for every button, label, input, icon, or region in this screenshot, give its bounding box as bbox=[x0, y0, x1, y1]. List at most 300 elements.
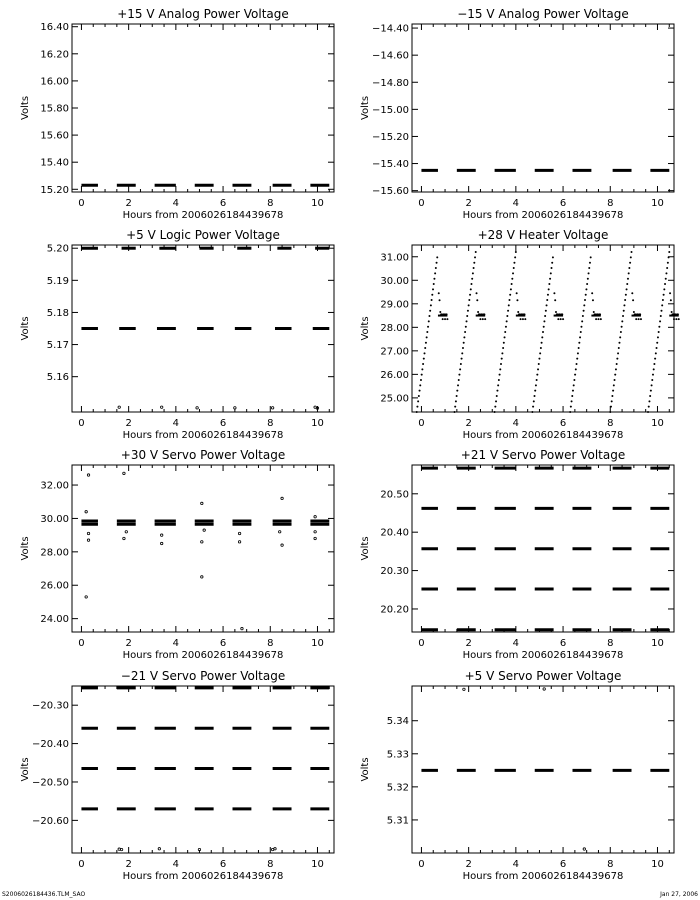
data-point bbox=[431, 294, 433, 296]
data-point bbox=[474, 256, 476, 258]
data-point bbox=[468, 299, 470, 301]
data-point bbox=[570, 406, 572, 408]
data-point bbox=[534, 390, 536, 392]
y-tick-label: 5.20 bbox=[46, 243, 69, 255]
data-point bbox=[314, 516, 316, 518]
y-tick-label: 5.17 bbox=[46, 340, 69, 352]
data-point bbox=[591, 292, 593, 294]
x-tick-label: 0 bbox=[78, 859, 85, 870]
data-point bbox=[433, 283, 435, 285]
data-point bbox=[590, 256, 592, 258]
x-tick-label: 2 bbox=[465, 198, 472, 209]
y-tick-label: −15.00 bbox=[371, 104, 409, 116]
data-point bbox=[467, 310, 469, 312]
data-point bbox=[497, 384, 499, 386]
y-tick-label: −20.30 bbox=[31, 700, 69, 712]
x-axis-label: Hours from 2006026184439678 bbox=[462, 650, 624, 661]
data-point bbox=[426, 336, 428, 338]
x-tick-label: 0 bbox=[418, 638, 425, 649]
data-point bbox=[654, 358, 656, 360]
data-point bbox=[628, 267, 630, 269]
data-point bbox=[502, 347, 504, 349]
data-point bbox=[466, 320, 468, 322]
data-point bbox=[658, 326, 660, 328]
data-point bbox=[543, 688, 545, 690]
data-point bbox=[586, 283, 588, 285]
data-point bbox=[512, 272, 514, 274]
data-point bbox=[516, 299, 518, 301]
data-point bbox=[578, 347, 580, 349]
data-point bbox=[658, 331, 660, 333]
data-point bbox=[663, 294, 665, 296]
data-point bbox=[648, 400, 650, 402]
data-point bbox=[125, 531, 127, 533]
data-point bbox=[495, 400, 497, 402]
data-point bbox=[628, 272, 630, 274]
data-point bbox=[496, 395, 498, 397]
x-axis-label: Hours from 2006026184439678 bbox=[462, 430, 624, 441]
x-tick-label: 2 bbox=[125, 418, 132, 429]
x-tick-label: 6 bbox=[559, 859, 567, 870]
data-point bbox=[430, 304, 432, 306]
data-point bbox=[429, 310, 431, 312]
data-point bbox=[196, 407, 198, 409]
panel-6 bbox=[360, 448, 674, 661]
panel-2 bbox=[360, 7, 674, 221]
footer-filename: S2006026184436.TLM_SAO bbox=[2, 891, 86, 898]
data-point bbox=[655, 352, 657, 354]
plot-frame bbox=[72, 24, 334, 192]
data-point bbox=[614, 374, 616, 376]
y-tick-label: −15.40 bbox=[371, 159, 409, 171]
data-point bbox=[662, 299, 664, 301]
y-tick-label: 20.30 bbox=[380, 566, 409, 578]
data-point bbox=[616, 358, 618, 360]
data-point bbox=[238, 541, 240, 543]
data-point bbox=[671, 311, 673, 313]
data-point bbox=[611, 395, 613, 397]
data-point bbox=[234, 407, 236, 409]
data-point bbox=[536, 374, 538, 376]
data-point bbox=[465, 326, 467, 328]
data-point bbox=[517, 311, 519, 313]
data-point bbox=[631, 292, 633, 294]
x-tick-label: 8 bbox=[267, 418, 274, 429]
data-point bbox=[617, 352, 619, 354]
data-point bbox=[572, 390, 574, 392]
data-point bbox=[640, 318, 642, 320]
data-point bbox=[522, 318, 524, 320]
y-axis-label: Volts bbox=[20, 95, 31, 121]
data-point bbox=[433, 278, 435, 280]
data-point bbox=[428, 320, 430, 322]
x-axis-label: Hours from 2006026184439678 bbox=[462, 871, 624, 882]
data-point bbox=[560, 318, 562, 320]
data-point bbox=[626, 283, 628, 285]
y-tick-label: 28.00 bbox=[40, 547, 69, 559]
data-point bbox=[650, 390, 652, 392]
data-point bbox=[613, 384, 615, 386]
y-axis-label: Volts bbox=[20, 536, 31, 561]
data-point bbox=[678, 318, 680, 320]
x-tick-label: 2 bbox=[465, 859, 472, 870]
data-point bbox=[557, 318, 559, 320]
data-point bbox=[201, 576, 203, 578]
x-tick-label: 8 bbox=[267, 198, 274, 209]
x-tick-label: 0 bbox=[78, 198, 85, 209]
data-point bbox=[425, 342, 427, 344]
data-point bbox=[435, 267, 437, 269]
y-axis-label: Volts bbox=[360, 536, 371, 561]
data-point bbox=[577, 352, 579, 354]
data-point bbox=[651, 379, 653, 381]
data-point bbox=[624, 299, 626, 301]
data-point bbox=[504, 336, 506, 338]
data-point bbox=[463, 342, 465, 344]
panel-1 bbox=[20, 7, 334, 221]
y-tick-label: 5.18 bbox=[46, 307, 69, 319]
data-point bbox=[657, 336, 659, 338]
x-tick-label: 8 bbox=[267, 638, 274, 649]
data-point bbox=[509, 294, 511, 296]
data-point bbox=[665, 278, 667, 280]
data-point bbox=[546, 304, 548, 306]
x-tick-label: 8 bbox=[607, 198, 614, 209]
data-point bbox=[160, 406, 162, 408]
data-point bbox=[532, 406, 534, 408]
data-point bbox=[554, 299, 556, 301]
data-point bbox=[550, 272, 552, 274]
data-point bbox=[597, 318, 599, 320]
chart-title: +5 V Logic Power Voltage bbox=[126, 228, 280, 242]
data-point bbox=[581, 320, 583, 322]
data-point bbox=[118, 406, 120, 408]
x-tick-label: 2 bbox=[125, 198, 132, 209]
data-point bbox=[160, 542, 162, 544]
data-point bbox=[524, 318, 526, 320]
data-point bbox=[434, 272, 436, 274]
data-point bbox=[466, 315, 468, 317]
data-point bbox=[609, 411, 611, 413]
data-point bbox=[476, 292, 478, 294]
data-point bbox=[571, 395, 573, 397]
data-point bbox=[463, 688, 465, 690]
data-point bbox=[541, 342, 543, 344]
data-point bbox=[507, 310, 509, 312]
x-tick-label: 6 bbox=[219, 198, 227, 209]
panel-7 bbox=[20, 669, 334, 882]
data-point bbox=[446, 318, 448, 320]
x-tick-label: 6 bbox=[219, 859, 227, 870]
data-point bbox=[123, 472, 125, 474]
data-point bbox=[551, 262, 553, 264]
data-point bbox=[615, 368, 617, 370]
data-point bbox=[651, 384, 653, 386]
chart-title: −21 V Servo Power Voltage bbox=[120, 669, 286, 683]
y-tick-label: 27.00 bbox=[380, 346, 409, 358]
data-point bbox=[669, 292, 671, 294]
data-point bbox=[501, 352, 503, 354]
chart-title: +30 V Servo Power Voltage bbox=[120, 448, 286, 462]
data-point bbox=[660, 310, 662, 312]
data-point bbox=[424, 352, 426, 354]
data-point bbox=[520, 318, 522, 320]
data-point bbox=[439, 311, 441, 313]
x-tick-label: 10 bbox=[311, 198, 324, 209]
y-tick-label: 5.32 bbox=[386, 782, 409, 794]
data-point bbox=[576, 363, 578, 365]
y-tick-label: 31.00 bbox=[380, 252, 409, 264]
y-tick-label: 5.19 bbox=[46, 275, 69, 287]
y-tick-label: −20.40 bbox=[31, 739, 69, 751]
data-point bbox=[531, 411, 533, 413]
y-axis-label: Volts bbox=[20, 316, 31, 341]
data-point bbox=[461, 352, 463, 354]
data-point bbox=[499, 368, 501, 370]
data-point bbox=[499, 374, 501, 376]
data-point bbox=[514, 256, 516, 258]
x-tick-label: 2 bbox=[465, 638, 472, 649]
x-tick-label: 0 bbox=[418, 198, 425, 209]
data-point bbox=[536, 379, 538, 381]
data-point bbox=[659, 320, 661, 322]
data-point bbox=[475, 251, 477, 253]
data-point bbox=[592, 299, 594, 301]
data-point bbox=[464, 331, 466, 333]
data-point bbox=[158, 848, 160, 850]
x-tick-label: 4 bbox=[172, 418, 180, 429]
data-point bbox=[198, 848, 200, 850]
chart-title: +15 V Analog Power Voltage bbox=[117, 7, 289, 21]
data-point bbox=[584, 299, 586, 301]
data-point bbox=[438, 292, 440, 294]
data-point bbox=[516, 292, 518, 294]
data-point bbox=[575, 368, 577, 370]
y-tick-label: 26.00 bbox=[380, 369, 409, 381]
x-tick-label: 4 bbox=[512, 418, 520, 429]
x-tick-label: 0 bbox=[78, 418, 85, 429]
data-point bbox=[473, 267, 475, 269]
data-point bbox=[87, 539, 89, 541]
y-tick-label: 25.00 bbox=[380, 393, 409, 405]
data-point bbox=[583, 848, 585, 850]
chart-title: +5 V Servo Power Voltage bbox=[464, 669, 622, 683]
data-point bbox=[420, 379, 422, 381]
data-point bbox=[618, 342, 620, 344]
data-point bbox=[432, 288, 434, 290]
data-point bbox=[533, 400, 535, 402]
y-tick-label: 32.00 bbox=[40, 480, 69, 492]
chart-title: −15 V Analog Power Voltage bbox=[457, 7, 629, 21]
data-point bbox=[653, 368, 655, 370]
x-tick-label: 2 bbox=[125, 859, 132, 870]
data-point bbox=[281, 497, 283, 499]
data-point bbox=[274, 848, 276, 850]
y-tick-label: 30.00 bbox=[380, 275, 409, 287]
x-tick-label: 6 bbox=[219, 418, 227, 429]
panel-5 bbox=[20, 448, 334, 661]
data-point bbox=[621, 326, 623, 328]
data-point bbox=[498, 379, 500, 381]
data-point bbox=[625, 294, 627, 296]
data-point bbox=[660, 315, 662, 317]
data-point bbox=[431, 299, 433, 301]
data-point bbox=[454, 406, 456, 408]
data-point bbox=[85, 511, 87, 513]
x-tick-label: 8 bbox=[607, 859, 614, 870]
x-tick-label: 6 bbox=[559, 638, 567, 649]
y-axis-label: Volts bbox=[360, 757, 371, 782]
x-tick-label: 10 bbox=[651, 418, 664, 429]
data-point bbox=[656, 347, 658, 349]
data-point bbox=[675, 318, 677, 320]
data-point bbox=[457, 384, 459, 386]
y-tick-label: 29.00 bbox=[380, 299, 409, 311]
data-point bbox=[583, 310, 585, 312]
data-point bbox=[627, 278, 629, 280]
x-tick-label: 10 bbox=[311, 638, 324, 649]
y-tick-label: 20.50 bbox=[380, 489, 409, 501]
x-axis-label: Hours from 2006026184439678 bbox=[122, 430, 284, 441]
y-tick-label: 26.00 bbox=[40, 580, 69, 592]
data-point bbox=[548, 288, 550, 290]
y-tick-label: 5.33 bbox=[386, 749, 409, 761]
data-point bbox=[503, 342, 505, 344]
data-point bbox=[87, 474, 89, 476]
data-point bbox=[666, 267, 668, 269]
panel-3 bbox=[20, 228, 334, 441]
data-point bbox=[668, 256, 670, 258]
chart-title: +21 V Servo Power Voltage bbox=[460, 448, 626, 462]
x-tick-label: 6 bbox=[219, 638, 227, 649]
x-axis-label: Hours from 2006026184439678 bbox=[462, 210, 624, 221]
data-point bbox=[578, 342, 580, 344]
y-tick-label: −15.60 bbox=[371, 186, 409, 198]
data-point bbox=[614, 379, 616, 381]
x-tick-label: 6 bbox=[559, 418, 567, 429]
data-point bbox=[458, 379, 460, 381]
data-point bbox=[667, 262, 669, 264]
data-point bbox=[314, 531, 316, 533]
data-point bbox=[538, 358, 540, 360]
data-point bbox=[476, 299, 478, 301]
x-tick-label: 0 bbox=[78, 638, 85, 649]
data-point bbox=[582, 315, 584, 317]
y-tick-label: 16.20 bbox=[40, 49, 69, 61]
data-point bbox=[569, 411, 571, 413]
x-tick-label: 10 bbox=[311, 418, 324, 429]
data-point bbox=[472, 272, 474, 274]
data-point bbox=[496, 390, 498, 392]
data-point bbox=[160, 534, 162, 536]
data-point bbox=[456, 390, 458, 392]
data-point bbox=[622, 315, 624, 317]
x-tick-label: 10 bbox=[651, 198, 664, 209]
data-point bbox=[470, 283, 472, 285]
x-tick-label: 6 bbox=[559, 198, 567, 209]
data-point bbox=[535, 384, 537, 386]
data-point bbox=[423, 358, 425, 360]
data-point bbox=[426, 331, 428, 333]
y-tick-label: −14.40 bbox=[371, 23, 409, 35]
y-tick-label: 5.16 bbox=[46, 372, 69, 384]
data-point bbox=[462, 347, 464, 349]
x-tick-label: 10 bbox=[311, 859, 324, 870]
data-point bbox=[595, 318, 597, 320]
y-tick-label: 16.00 bbox=[40, 76, 69, 88]
y-tick-label: 28.00 bbox=[380, 322, 409, 334]
data-point bbox=[583, 304, 585, 306]
data-point bbox=[511, 278, 513, 280]
data-point bbox=[511, 283, 513, 285]
data-point bbox=[482, 318, 484, 320]
plot-frame bbox=[412, 245, 674, 412]
data-point bbox=[85, 596, 87, 598]
data-point bbox=[538, 363, 540, 365]
x-tick-label: 2 bbox=[465, 418, 472, 429]
data-point bbox=[513, 262, 515, 264]
data-point bbox=[484, 318, 486, 320]
data-point bbox=[543, 326, 545, 328]
footer-date: Jan 27, 2006 bbox=[660, 891, 698, 898]
data-point bbox=[271, 407, 273, 409]
data-point bbox=[648, 406, 650, 408]
y-axis-label: Volts bbox=[360, 316, 371, 341]
data-point bbox=[673, 318, 675, 320]
x-tick-label: 4 bbox=[512, 198, 520, 209]
data-point bbox=[515, 251, 517, 253]
data-point bbox=[580, 326, 582, 328]
data-point bbox=[505, 326, 507, 328]
data-point bbox=[463, 336, 465, 338]
data-point bbox=[623, 310, 625, 312]
x-tick-label: 0 bbox=[418, 859, 425, 870]
data-point bbox=[494, 406, 496, 408]
data-point bbox=[544, 315, 546, 317]
x-axis-label: Hours from 2006026184439678 bbox=[122, 210, 284, 221]
y-tick-label: 5.31 bbox=[386, 815, 409, 827]
x-axis-label: Hours from 2006026184439678 bbox=[122, 871, 284, 882]
data-point bbox=[281, 544, 283, 546]
data-point bbox=[571, 400, 573, 402]
data-point bbox=[238, 532, 240, 534]
data-point bbox=[547, 294, 549, 296]
data-point bbox=[534, 395, 536, 397]
data-point bbox=[508, 299, 510, 301]
x-axis-label: Hours from 2006026184439678 bbox=[122, 650, 284, 661]
x-tick-label: 8 bbox=[267, 859, 274, 870]
data-point bbox=[616, 363, 618, 365]
y-axis-label: Volts bbox=[20, 757, 31, 782]
data-point bbox=[436, 262, 438, 264]
data-point bbox=[664, 283, 666, 285]
data-point bbox=[549, 278, 551, 280]
data-point bbox=[540, 347, 542, 349]
data-point bbox=[545, 310, 547, 312]
data-point bbox=[201, 541, 203, 543]
y-tick-label: 20.40 bbox=[380, 527, 409, 539]
y-tick-label: 15.20 bbox=[40, 184, 69, 196]
y-tick-label: 15.40 bbox=[40, 157, 69, 169]
data-point bbox=[546, 299, 548, 301]
data-point bbox=[633, 311, 635, 313]
data-point bbox=[469, 294, 471, 296]
data-point bbox=[416, 406, 418, 408]
data-point bbox=[621, 320, 623, 322]
data-point bbox=[477, 311, 479, 313]
data-point bbox=[458, 374, 460, 376]
data-point bbox=[638, 318, 640, 320]
